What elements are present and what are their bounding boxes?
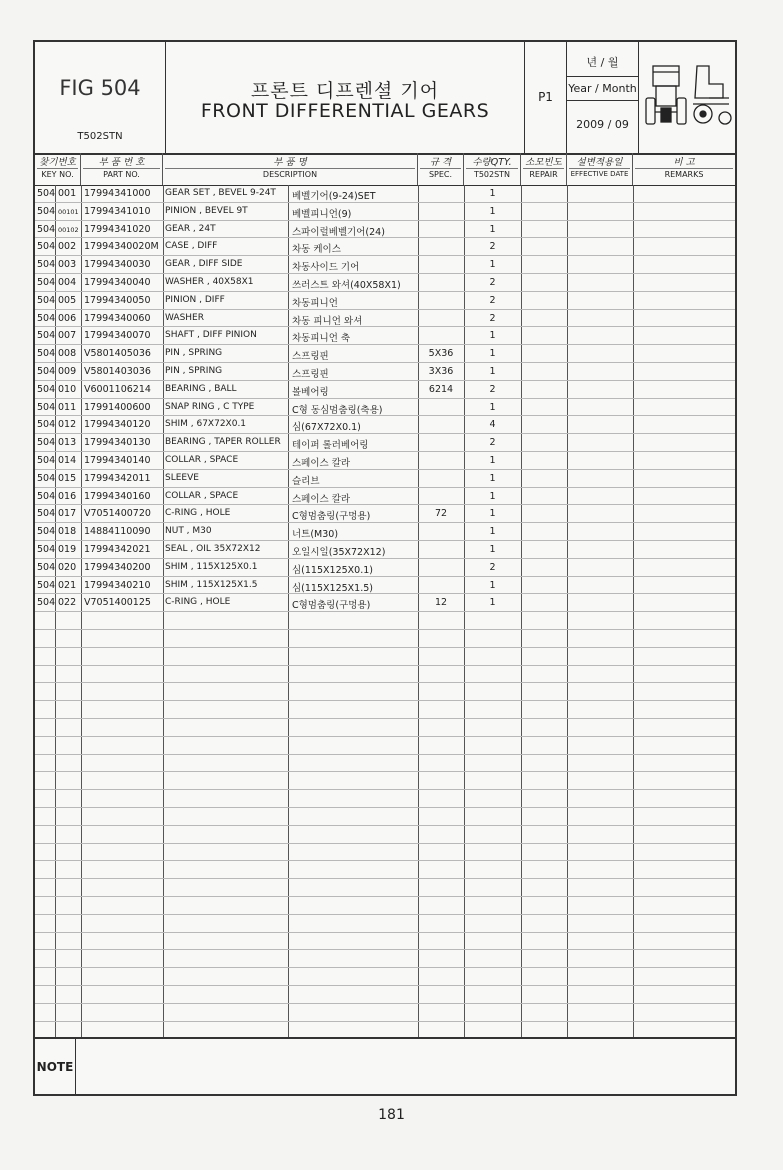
spec: 6214 [428, 383, 454, 395]
description-korean: 차동사이드 기어 [292, 262, 360, 274]
part-number: 17994340020M [84, 241, 159, 253]
description-korean: C형멈춤링(구멍용) [292, 600, 371, 612]
empty-row [35, 915, 735, 933]
page-code-cell [525, 42, 567, 153]
title-english: FRONT DIFFERENTIAL GEARS [200, 100, 490, 122]
part-number: 17994340160 [84, 490, 151, 502]
table-row [35, 238, 735, 256]
description-english: COLLAR , SPACE [165, 490, 239, 501]
quantity: 1 [489, 366, 496, 377]
quantity: 1 [489, 188, 496, 199]
quantity: 1 [489, 401, 496, 413]
quantity: 2 [489, 294, 496, 306]
quantity: 1 [489, 259, 496, 271]
description-english: CASE , DIFF [165, 241, 218, 252]
key-number: 504 [37, 188, 56, 199]
part-number: 17994342011 [84, 472, 151, 484]
empty-row [35, 808, 735, 826]
empty-row [35, 1004, 735, 1022]
description-english: PINION , BEVEL 9T [165, 205, 248, 216]
key-number: 504 [37, 277, 56, 288]
part-number: V5801403036 [84, 366, 151, 377]
description-korean: 오일시일(35X72X12) [292, 547, 386, 558]
key-sub-number: 008 [58, 348, 77, 360]
table-row [35, 327, 735, 345]
key-sub-number: 012 [58, 419, 77, 431]
description-korean: 베벨피니언(9) [292, 208, 352, 220]
table-row [35, 381, 735, 399]
page-number: 181 [378, 1107, 405, 1123]
table-row [35, 345, 735, 363]
part-number: 17994341010 [84, 205, 151, 217]
part-number: V7051400720 [84, 508, 151, 520]
col-part-kr: 부 품 번 호 [98, 157, 145, 168]
table-row [35, 185, 735, 203]
spec: 5X36 [428, 348, 454, 360]
table-row [35, 292, 735, 310]
description-korean: 심(67X72X0.1) [292, 422, 361, 434]
key-sub-number: 022 [58, 597, 77, 609]
table-row [35, 399, 735, 417]
col-qty [464, 153, 521, 185]
quantity: 1 [489, 205, 496, 217]
description-english: SHIM , 115X125X1.5 [165, 579, 258, 590]
empty-row [35, 648, 735, 666]
column-header-row [35, 153, 735, 186]
quantity: 2 [489, 561, 496, 573]
description-korean: 너트(M30) [292, 529, 339, 541]
description-english: SLEEVE [165, 472, 199, 483]
key-number: 504 [37, 366, 56, 377]
part-number: 17994341020 [84, 223, 151, 235]
quantity: 1 [489, 223, 496, 235]
key-sub-number: 011 [58, 401, 77, 413]
table-row [35, 203, 735, 221]
table-row [35, 310, 735, 328]
empty-row [35, 683, 735, 701]
key-sub-number: 002 [58, 241, 77, 253]
key-number: 504 [37, 223, 56, 235]
parts-sheet [33, 40, 737, 1096]
table-row [35, 221, 735, 239]
key-sub-number: 013 [58, 437, 77, 449]
col-key-kr: 찾기번호 [39, 157, 76, 168]
table-row [35, 434, 735, 452]
description-korean: 심(115X125X1.5) [292, 582, 373, 594]
col-repair-kr: 소모빈도 [525, 157, 562, 168]
description-korean: 차동 케이스 [292, 244, 341, 256]
tractor-picture-cell [639, 42, 735, 153]
key-number: 504 [37, 597, 56, 609]
empty-row [35, 666, 735, 684]
spec: 3X36 [428, 366, 454, 377]
key-sub-number: 004 [58, 277, 77, 288]
empty-row [35, 701, 735, 719]
key-number: 504 [37, 526, 56, 538]
description-english: C-RING , HOLE [165, 597, 231, 608]
description-korean: 테이퍼 롤러베어링 [292, 440, 369, 452]
empty-row [35, 950, 735, 968]
quantity: 2 [489, 383, 496, 395]
part-number: 17994340070 [84, 330, 151, 342]
divider [523, 168, 564, 169]
sheet-header [35, 42, 735, 155]
divider [420, 168, 461, 169]
description-english: SEAL , OIL 35X72X12 [165, 544, 261, 554]
table-row [35, 470, 735, 488]
description-korean: 스프링핀 [292, 369, 329, 380]
description-english: SHAFT , DIFF PINION [165, 330, 257, 341]
key-number: 504 [37, 330, 56, 342]
col-qty-en: T502STN [473, 170, 511, 179]
description-korean: 차동피니언 축 [292, 333, 351, 345]
divider [37, 168, 78, 169]
part-number: 17994340210 [84, 579, 151, 591]
quantity: 2 [489, 277, 496, 288]
empty-row [35, 844, 735, 862]
description-english: GEAR SET , BEVEL 9-24T [165, 188, 276, 198]
description-english: PINION , DIFF [165, 294, 225, 305]
empty-row [35, 612, 735, 630]
part-number: 17994340120 [84, 419, 151, 431]
key-number: 504 [37, 561, 56, 573]
table-row [35, 559, 735, 577]
col-effective-en: EFFECTIVE DATE [570, 170, 629, 178]
quantity: 1 [489, 455, 496, 466]
key-sub-number: 014 [58, 455, 77, 466]
description-korean: 볼베어링 [292, 386, 329, 398]
quantity: 1 [489, 508, 496, 520]
divider [165, 168, 415, 169]
empty-row [35, 737, 735, 755]
table-row [35, 505, 735, 523]
divider [83, 168, 160, 169]
description-korean: 베벨기어(9-24)SET [292, 191, 376, 202]
empty-row [35, 719, 735, 737]
description-korean: C형 동심멈춤링(축용) [292, 404, 383, 416]
tractor-front-side-icon [643, 62, 733, 130]
key-number: 504 [37, 579, 56, 591]
col-repair [521, 153, 567, 185]
col-desc-en: DESCRIPTION [262, 170, 318, 179]
date-value: 2009 / 09 [576, 118, 629, 131]
description-korean: 스페이스 칼라 [292, 458, 351, 469]
part-number: 17994340030 [84, 259, 151, 271]
description-english: BEARING , TAPER ROLLER [165, 437, 281, 448]
empty-row [35, 755, 735, 773]
col-key-en: KEY NO. [41, 170, 74, 179]
part-number: V6001106214 [84, 383, 151, 395]
table-row [35, 256, 735, 274]
description-english: BEARING , BALL [165, 383, 237, 394]
quantity: 1 [489, 526, 496, 538]
part-number: 17994340200 [84, 561, 151, 573]
key-number: 504 [37, 508, 56, 520]
description-english: SHIM , 67X72X0.1 [165, 419, 247, 430]
col-remarks-en: REMARKS [664, 170, 704, 179]
key-sub-number: 007 [58, 330, 77, 342]
description-korean: 스페이스 칼라 [292, 493, 351, 505]
description-english: PIN , SPRING [165, 366, 223, 376]
spec: 12 [434, 597, 448, 609]
description-korean: 심(115X125X0.1) [292, 564, 373, 576]
title-cell [166, 42, 525, 153]
page-code: P1 [538, 90, 553, 104]
divider [466, 168, 518, 169]
description-korean: 스프링핀 [292, 351, 329, 363]
empty-row [35, 826, 735, 844]
table-row [35, 274, 735, 292]
col-effective-kr: 설변적용일 [576, 157, 623, 168]
key-number: 504 [37, 455, 56, 466]
part-number: 17994342021 [84, 544, 151, 555]
key-sub-number: 003 [58, 259, 77, 271]
empty-row [35, 986, 735, 1004]
divider [635, 168, 733, 169]
key-sub-number: 018 [58, 526, 77, 538]
col-spec-kr: 규 격 [429, 157, 452, 168]
key-sub-number: 00102 [58, 225, 79, 234]
divider [569, 168, 630, 169]
col-repair-en: REPAIR [529, 170, 558, 179]
figure-number: FIG 504 [59, 76, 141, 100]
col-spec [418, 153, 464, 185]
table-row [35, 541, 735, 559]
table-row [35, 594, 735, 612]
note-label: NOTE [35, 1039, 76, 1096]
key-number: 504 [37, 419, 56, 431]
empty-row [35, 630, 735, 648]
col-description [163, 153, 418, 185]
description-english: COLLAR , SPACE [165, 455, 239, 465]
note-area [35, 1037, 735, 1096]
model-code: T502STN [77, 131, 123, 142]
part-number: 17994340140 [84, 455, 151, 466]
part-number: 17994340060 [84, 312, 151, 324]
date-label-korean: 년 / 월 [586, 56, 619, 69]
key-number: 504 [37, 312, 56, 324]
key-sub-number: 015 [58, 472, 77, 484]
parts-table-body [35, 185, 735, 1037]
key-number: 504 [37, 490, 56, 502]
part-number: V7051400125 [84, 597, 151, 609]
quantity: 1 [489, 597, 496, 609]
divider [567, 76, 638, 77]
description-korean: 차동피니언 [292, 297, 338, 309]
key-sub-number: 017 [58, 508, 77, 520]
quantity: 2 [489, 312, 496, 324]
description-english: GEAR , 24T [165, 223, 216, 234]
part-number: 14884110090 [84, 526, 151, 538]
table-row [35, 523, 735, 541]
key-number: 504 [37, 348, 56, 360]
key-sub-number: 016 [58, 490, 77, 502]
col-spec-en: SPEC. [428, 170, 453, 179]
empty-row [35, 861, 735, 879]
part-number: 17994340050 [84, 294, 151, 306]
description-english: C-RING , HOLE [165, 508, 231, 519]
part-number: 17994340040 [84, 277, 151, 288]
date-label-english: Year / Month [568, 82, 637, 95]
key-sub-number: 020 [58, 561, 77, 573]
col-key [35, 153, 81, 185]
key-sub-number: 009 [58, 366, 77, 377]
key-number: 504 [37, 294, 56, 306]
description-english: SNAP RING , C TYPE [165, 401, 255, 412]
part-number: 17994341000 [84, 188, 151, 199]
description-korean: 차동 피니언 와셔 [292, 315, 363, 327]
table-row [35, 577, 735, 595]
key-number: 504 [37, 241, 56, 253]
empty-row [35, 933, 735, 951]
empty-row [35, 879, 735, 897]
key-number: 504 [37, 472, 56, 484]
figure-cell [35, 42, 166, 153]
col-remarks [633, 153, 735, 185]
description-english: WASHER [165, 312, 204, 323]
key-sub-number: 021 [58, 579, 77, 591]
quantity: 2 [489, 241, 496, 253]
description-korean: 쓰러스트 와셔(40X58X1) [292, 280, 401, 291]
quantity: 1 [489, 330, 496, 342]
key-sub-number: 005 [58, 294, 77, 306]
quantity: 1 [489, 579, 496, 591]
key-sub-number: 010 [58, 383, 77, 395]
key-number: 504 [37, 383, 56, 395]
divider [567, 100, 638, 101]
col-desc-kr: 부 품 명 [273, 157, 307, 168]
description-english: SHIM , 115X125X0.1 [165, 561, 258, 572]
quantity: 2 [489, 437, 496, 449]
table-row [35, 416, 735, 434]
table-row [35, 363, 735, 381]
key-number: 504 [37, 401, 56, 413]
quantity: 1 [489, 544, 496, 555]
empty-row [35, 897, 735, 915]
key-number: 504 [37, 205, 56, 217]
key-sub-number: 00101 [58, 207, 79, 216]
col-effective-date [567, 153, 633, 185]
description-english: WASHER , 40X58X1 [165, 277, 254, 287]
empty-row [35, 968, 735, 986]
key-number: 504 [37, 259, 56, 271]
key-sub-number: 006 [58, 312, 77, 324]
quantity: 1 [489, 472, 496, 484]
col-qty-kr: 수량QTY. [472, 157, 512, 168]
description-english: PIN , SPRING [165, 348, 223, 359]
table-row [35, 488, 735, 506]
description-korean: 스파이럴베벨기어(24) [292, 226, 385, 238]
description-english: GEAR , DIFF SIDE [165, 259, 243, 270]
description-korean: C형멈춤링(구멍용) [292, 511, 371, 523]
table-row [35, 452, 735, 470]
quantity: 1 [489, 490, 496, 502]
key-sub-number: 001 [58, 188, 77, 199]
part-number: 17991400600 [84, 401, 151, 413]
col-part-en: PART NO. [103, 170, 140, 179]
title-korean: 프론트 디프렌셜 기어 [250, 80, 440, 102]
empty-row [35, 772, 735, 790]
key-number: 504 [37, 544, 56, 555]
key-sub-number: 019 [58, 544, 77, 555]
quantity: 4 [489, 419, 496, 431]
spec: 72 [434, 508, 448, 520]
key-number: 504 [37, 437, 56, 449]
col-remarks-kr: 비 고 [673, 157, 695, 168]
date-cell [567, 42, 639, 153]
description-korean: 슬리브 [292, 475, 320, 487]
empty-row [35, 790, 735, 808]
part-number: 17994340130 [84, 437, 151, 449]
quantity: 1 [489, 348, 496, 360]
part-number: V5801405036 [84, 348, 151, 360]
col-part [81, 153, 163, 185]
description-english: NUT , M30 [165, 526, 212, 537]
